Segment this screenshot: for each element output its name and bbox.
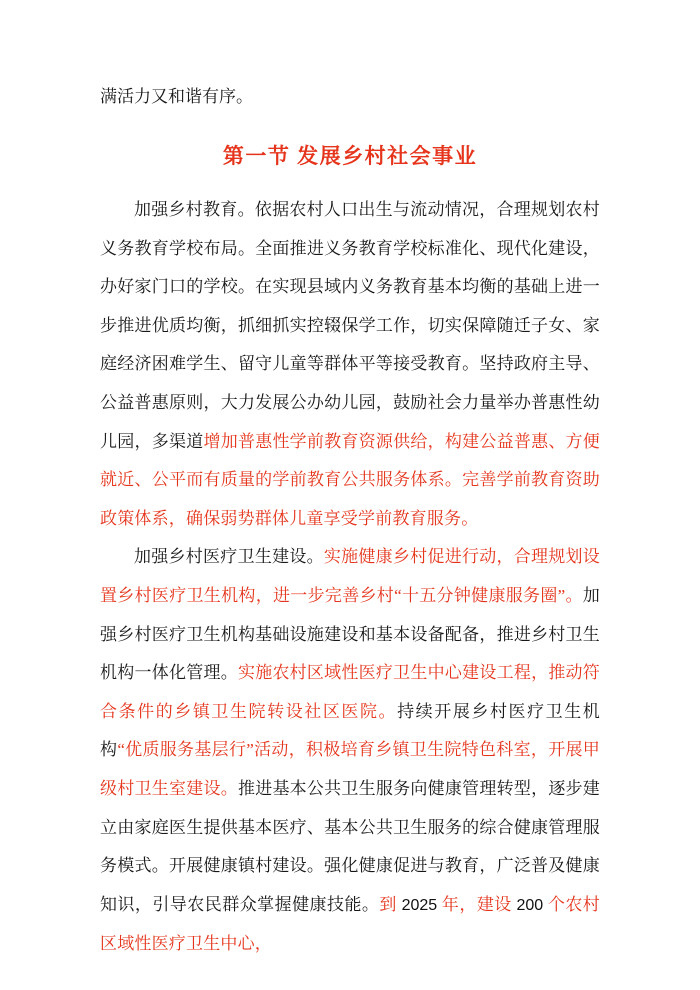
paragraph-2 xyxy=(100,538,600,964)
text-run: 持续开展乡村医疗卫生机构 xyxy=(100,701,600,760)
highlighted-text-run: 个农村区域性医疗卫生中心， xyxy=(100,894,601,954)
text-run: 加强乡村教育。依据农村人口出生与流动情况，合理规划农村义务教育学校布局。全面推进义务教育学校标准化、现代化建设，办好家门口的学校。在实现县域内义务教育基本均衡的基础上进一步推进优质均衡，抓细抓实控辍保学工作，切实保障随迁子女、家庭经济困难学生、留守儿童等群体平等接受教育。坚持政府主导、公益普惠原则，大力发展公办幼儿园，鼓励社会力量举办普惠性幼儿园，多渠道 xyxy=(100,200,600,451)
intro-line: 满活力又和谐有序。 xyxy=(100,87,253,106)
highlighted-text-run: 增加普惠性学前教育资源供给，构建公益普惠、方便就近、公平而有质量的学前教育公共服务体系。完善学前教育资助政策体系，确保弱势群体儿童享受学前教育服务。 xyxy=(100,431,601,528)
numeric-text-run: 200 xyxy=(516,896,544,914)
text-run: 推进基本公共卫生服务向健康管理转型，逐步建立由家庭医生提供基本医疗、基本公共卫生服务的综合健康管理服务模式。开展健康镇村建设。强化健康促进与教育，广泛普及健康知识，引导农民群众掌握健康技能。 xyxy=(100,778,601,914)
section-heading: 第一节 发展乡村社会事业 xyxy=(222,144,478,168)
highlighted-text-run: 年，建设 xyxy=(437,894,517,914)
highlighted-text-run: 到 xyxy=(379,894,402,914)
text-run: 加强乡村医疗卫生机构基础设施建设和基本设备配备，推进乡村卫生机构一体化管理。 xyxy=(100,585,600,683)
numeric-text-run: 2025 xyxy=(401,896,438,914)
paragraph-1 xyxy=(100,191,600,538)
text-run: 加强乡村医疗卫生建设。 xyxy=(134,547,324,567)
highlighted-text-run: 实施农村区域性医疗卫生中心建设工程，推动符合条件的乡镇卫生院转设社区医院。 xyxy=(100,663,601,721)
highlighted-text-run: “优质服务基层行”活动，积极培育乡镇卫生院特色科室，开展甲级村卫生室建设。 xyxy=(100,740,601,798)
body-paragraphs xyxy=(100,191,600,964)
highlighted-text-run: 实施健康乡村促进行动，合理规划设置乡村医疗卫生机构，进一步完善乡村“十五分钟健康服务圈”。 xyxy=(100,547,600,605)
